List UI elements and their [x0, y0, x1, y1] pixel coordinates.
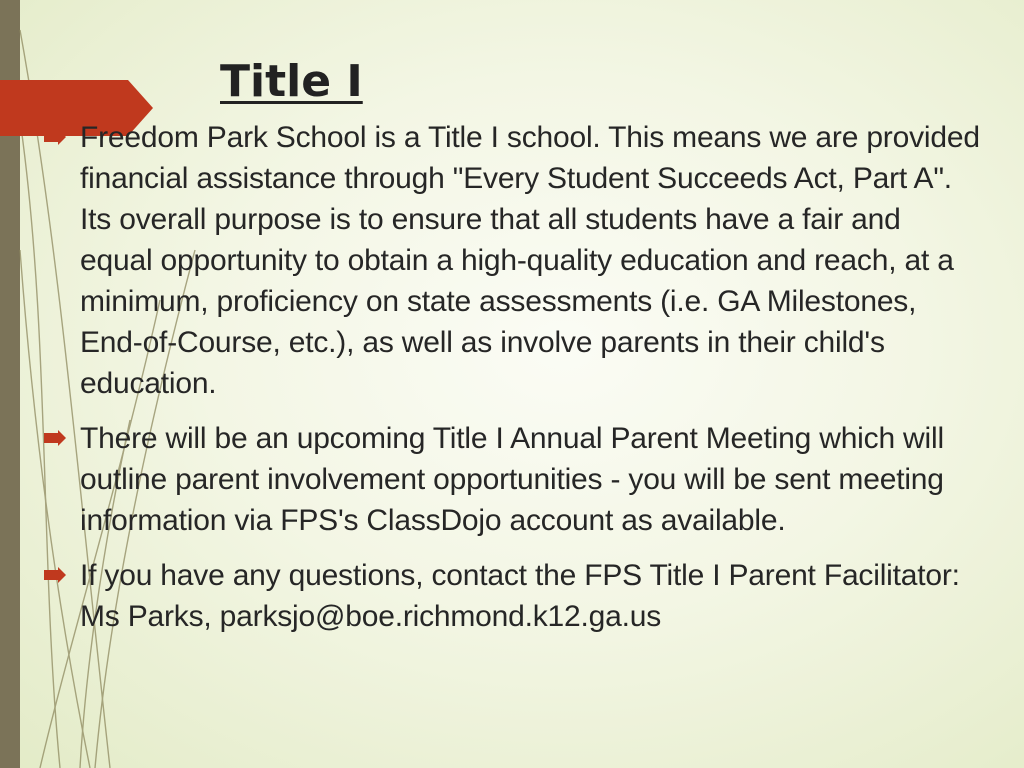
slide-title: Title I [220, 56, 363, 107]
bullet-text: There will be an upcoming Title I Annual Parent Meeting which will outline parent involvement opportunities - you will be sent meeting information via FPS's ClassDojo account as available. [80, 422, 944, 537]
bullet-text: Freedom Park School is a Title I school. This means we are provided financial assistance through "Every Student Succeeds Act, Part A". Its overall purpose is to ensure that all students have a fair and equal opportunity to obtain a high-quality education and reach, at a minimum, proficiency on state assessments (i.e. GA Milestones, End-of-Course, etc.), as well as involve parents in their child's education. [80, 121, 980, 400]
arrow-right-icon [44, 567, 66, 583]
bullet-list [80, 117, 980, 651]
bullet-text: If you have any questions, contact the FPS Title I Parent Facilitator: Ms Parks, parksjo@boe.richmond.k12.ga.us [80, 559, 960, 633]
bullet-item [80, 418, 980, 541]
bullet-item [80, 555, 980, 637]
arrow-right-icon [44, 430, 66, 446]
arrow-right-icon [44, 129, 66, 145]
bullet-item [80, 117, 980, 404]
